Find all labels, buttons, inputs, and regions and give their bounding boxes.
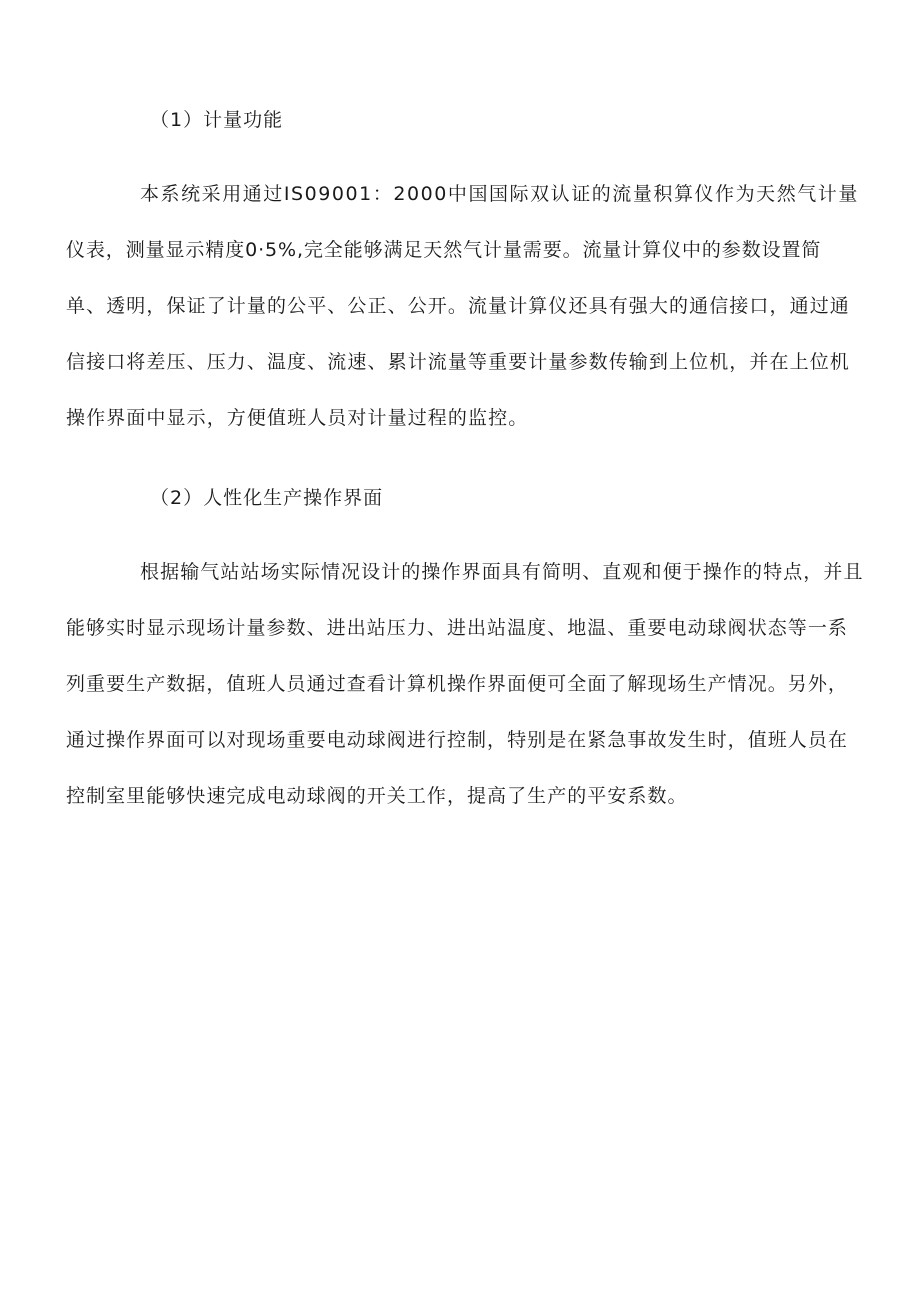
- section-1-line-2: 仪表，测量显示精度0·5%,完全能够满足天然气计量需要。流量计算仪中的参数设置简: [66, 239, 822, 261]
- section-2-heading: （2）人性化生产操作界面: [150, 487, 384, 509]
- section-2-line-4: 通过操作界面可以对现场重要电动球阀进行控制，特别是在紧急事故发生时，值班人员在: [66, 729, 848, 751]
- section-2-line-5: 控制室里能够快速完成电动球阀的开关工作，提高了生产的平安系数。: [66, 785, 688, 807]
- section-2-line-2: 能够实时显示现场计量参数、进出站压力、进出站温度、地温、重要电动球阀状态等一系: [66, 617, 848, 639]
- section-1-line-4: 信接口将差压、压力、温度、流速、累计流量等重要计量参数传输到上位机，并在上位机: [66, 351, 850, 373]
- section-2-line-3: 列重要生产数据，值班人员通过查看计算机操作界面便可全面了解现场生产情况。另外，: [66, 673, 848, 695]
- section-1-heading: （1）计量功能: [150, 109, 284, 131]
- section-1-line-3: 单、透明，保证了计量的公平、公正、公开。流量计算仪还具有强大的通信接口，通过通: [66, 295, 850, 317]
- section-2-line-1: 根据输气站站场实际情况设计的操作界面具有简明、直观和便于操作的特点，并且: [140, 561, 864, 583]
- section-1-line-5: 操作界面中显示，方便值班人员对计量过程的监控。: [66, 407, 529, 429]
- section-1-line-1: 本系统采用通过IS09001：2000中国国际双认证的流量积算仪作为天然气计量: [140, 183, 859, 205]
